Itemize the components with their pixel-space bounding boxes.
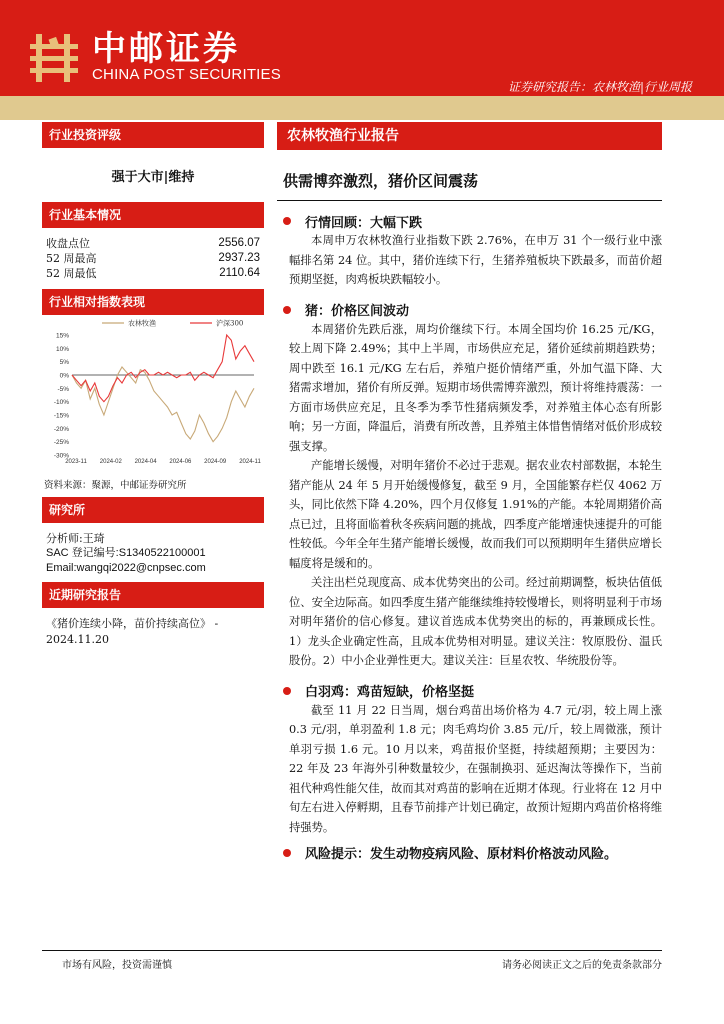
stat-value: 2937.23 xyxy=(218,252,260,264)
paragraph: 本周申万农林牧渔行业指数下跌 2.76%，在申万 31 个一级行业中涨幅排名第 24 位。其中，猪价连续下行，生猪养殖板块下跌最多，而苗价超预期坚挺，肉鸡板块跌幅较小。 xyxy=(289,234,662,286)
x-tick-label: 2023-11 xyxy=(65,459,87,465)
stat-label: 52 周最低 xyxy=(46,267,97,280)
performance-line-chart xyxy=(42,315,264,473)
section-title xyxy=(277,681,662,701)
y-tick-label: 5% xyxy=(59,359,69,367)
y-tick-label: -30% xyxy=(53,452,69,460)
section-title xyxy=(277,211,662,231)
series-line xyxy=(72,335,254,402)
brand-name-en: CHINA POST SECURITIES xyxy=(92,66,281,83)
stat-label: 52 周最高 xyxy=(46,252,97,265)
analyst-email[interactable]: Email:wangqi2022@cnpsec.com xyxy=(46,562,206,574)
stat-row xyxy=(46,266,260,281)
x-tick-label: 2024-11 xyxy=(239,459,261,465)
footer-right: 请务必阅读正文之后的免责条款部分 xyxy=(502,960,662,971)
main-content xyxy=(277,122,662,862)
section-market-review xyxy=(277,211,662,290)
report-date: 2024 年 11 月 24 日 xyxy=(585,199,692,212)
paragraph: 产能增长缓慢，对明年猪价不必过于悲观。据农业农村部数据，本轮生猪产能从 24 年 5 月开始缓慢修复，截至 9 月，全国能繁存栏仅 4062 万头，同比依然下降 4.20%，四个月仅修复 1.91%的产能。本轮周期猪价高点已过，且将面临着秋冬疾病问题的挑战，四季度产能增速快速提升的可能性较低。今年全年生猪产能增长缓慢，故而我们可以预期明年生猪供应增长幅度将是缓和的。 xyxy=(289,459,662,570)
industry-rating: 强于大市|维持 xyxy=(111,170,195,185)
section-title-text: 行情回顾：大幅下跌 xyxy=(305,215,423,231)
risk-text: 风险提示：发生动物疫病风险、原材料价格波动风险。 xyxy=(305,847,618,862)
x-tick-label: 2024-06 xyxy=(169,459,192,465)
relative-performance-chart xyxy=(42,315,264,473)
analyst-name: 分析师:王琦 xyxy=(46,532,105,545)
basic-info-heading: 行业基本情况 xyxy=(42,202,264,228)
chart-source: 资料来源：聚源，中邮证券研究所 xyxy=(44,480,187,491)
legend-label: 沪深300 xyxy=(216,319,244,328)
bullet-icon xyxy=(283,217,291,225)
y-tick-label: 15% xyxy=(55,332,69,340)
footer-left: 市场有风险，投资需谨慎 xyxy=(62,960,172,971)
title-divider xyxy=(277,200,662,201)
y-tick-label: 10% xyxy=(55,345,69,353)
stat-row xyxy=(46,251,260,266)
section-broiler xyxy=(277,681,662,838)
stat-value: 2556.07 xyxy=(218,237,260,249)
bullet-icon xyxy=(283,306,291,314)
risk-warning xyxy=(277,843,662,862)
section-hog xyxy=(277,300,662,671)
recent-report-item[interactable]: 《猪价连续小降，苗价持续高位》 - 2024.11.20 xyxy=(46,617,219,646)
left-sidebar xyxy=(42,122,264,656)
sac-number: SAC 登记编号:S1340522100001 xyxy=(46,547,206,559)
stat-label: 收盘点位 xyxy=(46,237,90,250)
relative-performance-heading: 行业相对指数表现 xyxy=(42,289,264,315)
basic-stats xyxy=(42,236,264,281)
paragraph: 本周猪价先跌后涨，周均价继续下行。本周全国均价 16.25 元/KG，较上周下降 2.49%；其中上半周，市场供应充足，猪价延续前期趋跌势；周中跌至 16.1 元/KG 左右后，养殖户挺价情绪严重，外加气温下降、大猪需求增加，猪价有所反弹。短期市场供需博弈激烈，预计将维持震荡：一方面市场供应充足，且冬季为季节性猪病频发季，对养殖主体心态有所影响；另一方面，降温后，消费有所改善，且养殖主体惜售情绪对低价形成较强支撑。 xyxy=(289,322,662,453)
bullet-icon xyxy=(283,849,291,857)
series-line xyxy=(72,367,254,442)
rating-heading: 行业投资评级 xyxy=(42,122,264,148)
x-tick-label: 2024-02 xyxy=(99,459,122,465)
report-type: 证券研究报告：农林牧渔|行业周报 xyxy=(507,80,692,94)
x-tick-label: 2024-04 xyxy=(134,459,157,465)
section-title-text: 猪：价格区间波动 xyxy=(305,304,410,319)
stat-row xyxy=(46,236,260,251)
paragraph: 关注出栏兑现度高、成本优势突出的公司。经过前期调整，板块估值低位、安全边际高。如四季度生猪产能继续维持较慢增长，则将明显利于市场对明年猪价的信心修复。建议首选成本优势突出的标的，再兼顾成长性。1）龙头企业确定性高，且成本优势相对明显。建议关注：牧原股份、温氏股份。2）中小企业弹性更大。建议关注：巨星农牧、华统股份等。 xyxy=(289,576,662,667)
y-tick-label: -20% xyxy=(53,425,69,433)
y-tick-label: -25% xyxy=(53,439,69,447)
brand-name-cn: 中邮证券 xyxy=(92,29,240,69)
x-tick-label: 2024-09 xyxy=(204,459,227,465)
y-tick-label: -5% xyxy=(57,385,69,393)
paragraph: 截至 11 月 22 日当周，烟台鸡苗出场价格为 4.7 元/羽，较上周上涨 0.3 元/羽，单羽盈利 1.8 元；肉毛鸡均价 3.85 元/斤，较上周微涨，预计单羽亏损 1.6 元。10 月以来，鸡苗报价坚挺，持续超预期；主要因为：22 年及 23 年海外引种数量较少，在强制换羽、延迟淘汰等操作下，当前祖代种鸡性能欠佳，故而其对鸡苗的影响在近期才体现。行业将在 12 月中旬左右进入停孵期，且春节前排产计划已确定，故预计短期内鸡苗价格将维持强势。 xyxy=(289,703,662,834)
section-title-text: 白羽鸡：鸡苗短缺，价格坚挺 xyxy=(305,685,475,700)
legend-label: 农林牧渔 xyxy=(128,319,156,328)
main-title: 供需博弈激烈，猪价区间震荡 xyxy=(283,172,479,190)
report-title-bar: 农林牧渔行业报告 xyxy=(277,122,662,150)
research-dept-heading: 研究所 xyxy=(42,497,264,523)
recent-reports-heading: 近期研究报告 xyxy=(42,582,264,608)
bullet-icon xyxy=(283,687,291,695)
y-tick-label: -15% xyxy=(53,412,69,420)
footer-divider xyxy=(42,950,662,951)
section-title xyxy=(277,300,662,320)
page-header xyxy=(0,0,724,96)
china-post-logo-icon xyxy=(26,30,82,86)
stat-value: 2110.64 xyxy=(219,267,260,279)
analyst-info xyxy=(42,523,264,582)
y-tick-label: -10% xyxy=(53,399,69,407)
y-tick-label: 0% xyxy=(59,372,69,380)
